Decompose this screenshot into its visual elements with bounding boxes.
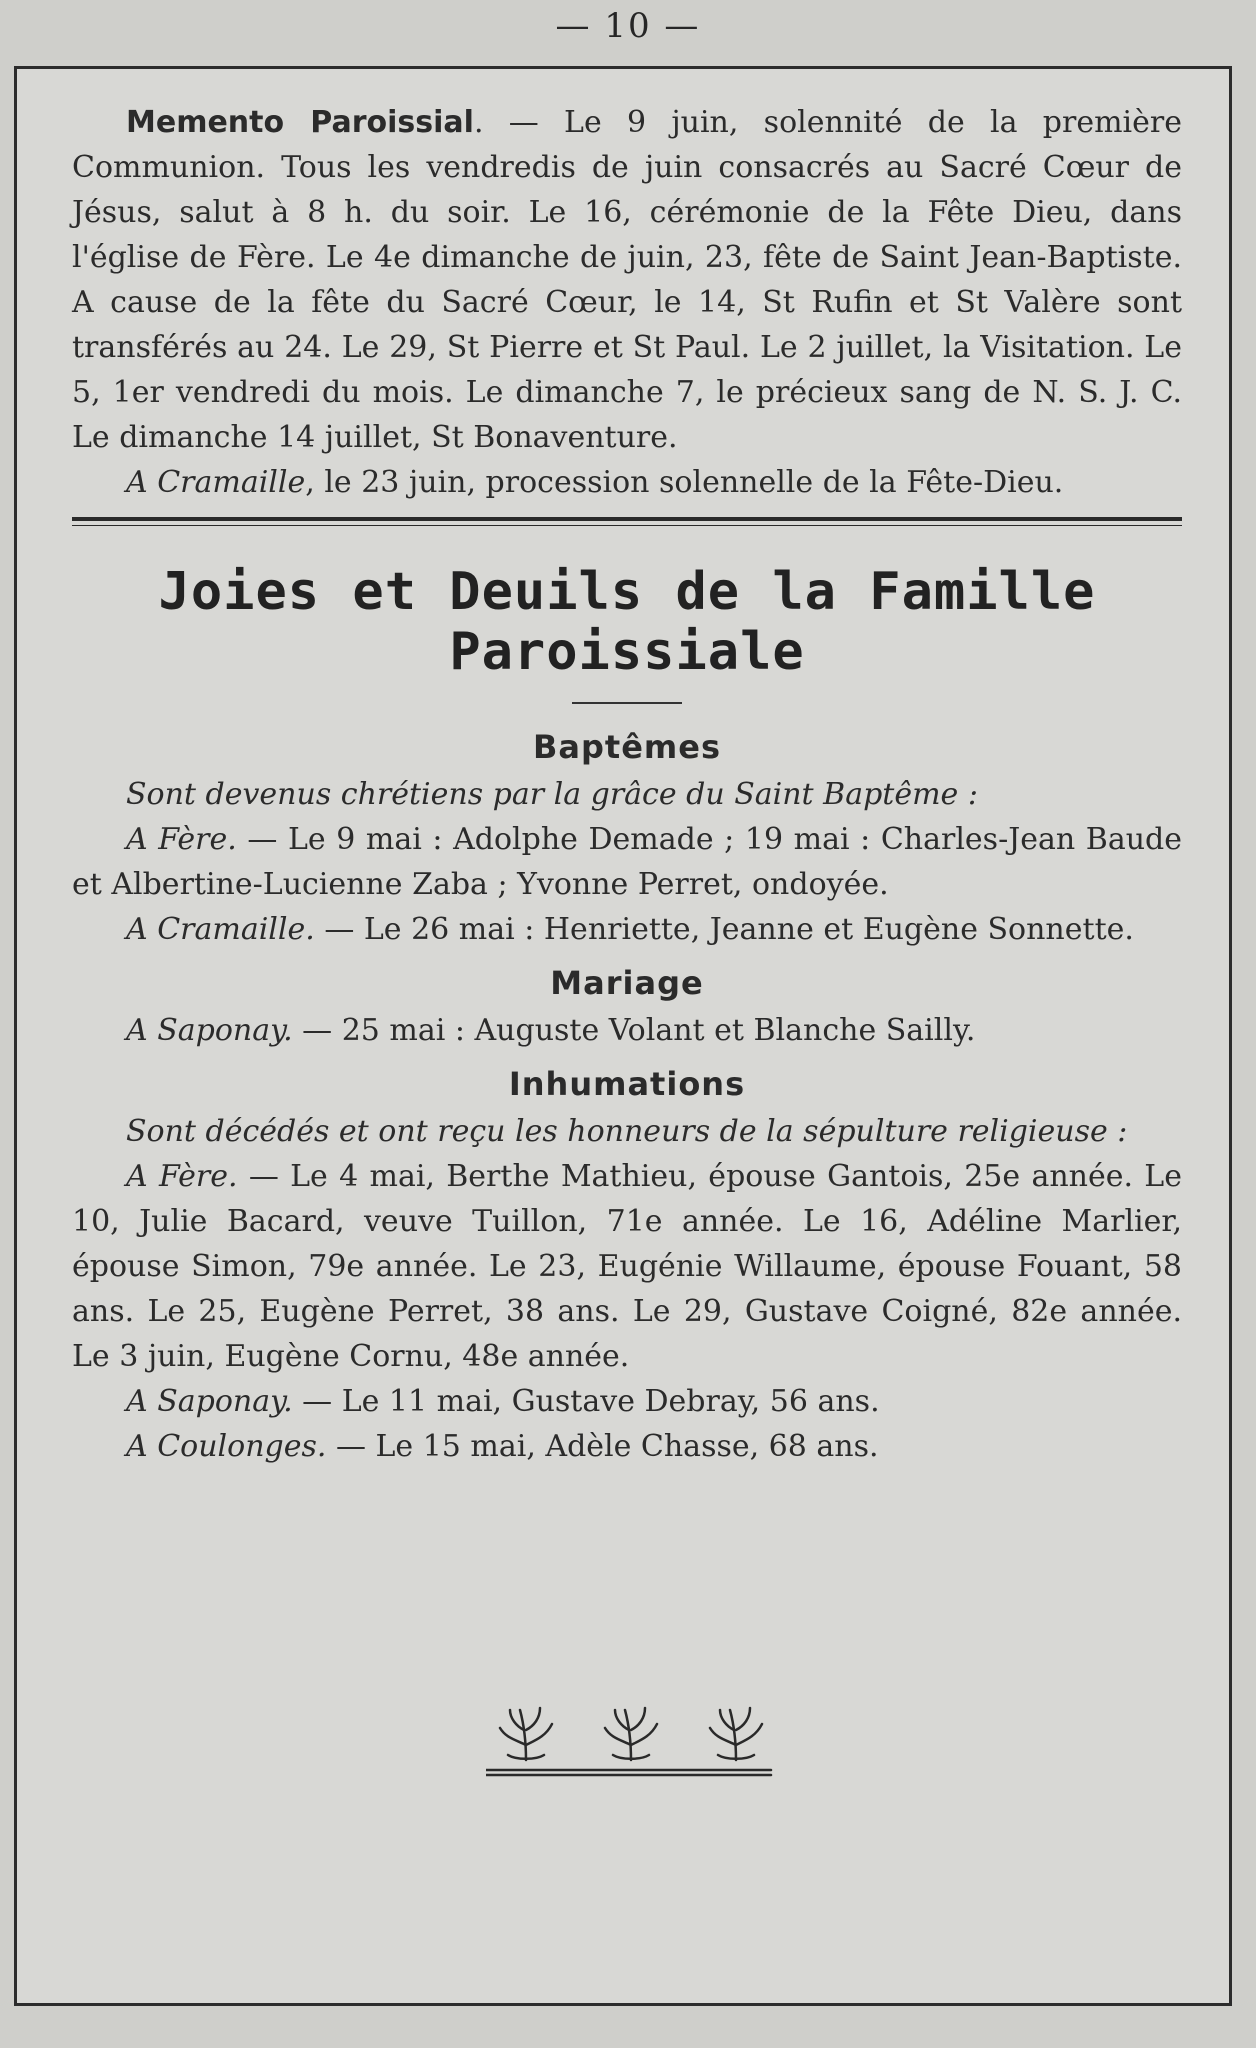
memento-cramaille-text: , le 23 juin, procession solennelle de la Fête-Dieu. — [305, 465, 1064, 500]
title-underline — [572, 702, 682, 704]
page-content — [72, 100, 1182, 1469]
page-number: — 10 — — [555, 6, 701, 46]
inhumation-entry — [72, 1154, 1182, 1379]
mariage-entry — [72, 1008, 1182, 1053]
bapteme-entry — [72, 817, 1182, 907]
inhumation-entry — [72, 1379, 1182, 1424]
bapteme-entry — [72, 907, 1182, 952]
memento-cramaille — [72, 460, 1182, 505]
entry-text: — Le 9 mai : Adolphe Demade ; 19 mai : Charles-Jean Baude et Albertine-Lucienne Zaba ; Yvonne Perret, ondoyée. — [72, 822, 1182, 902]
entry-text: — Le 11 mai, Gustave Debray, 56 ans. — [292, 1384, 880, 1419]
inhumations-intro: Sont décédés et ont reçu les honneurs de la sépulture religieuse : — [126, 1114, 1128, 1149]
mariage-heading: Mariage — [550, 964, 704, 1002]
entry-place: A Fère. — [126, 822, 237, 857]
memento-paragraph — [72, 100, 1182, 460]
entry-place: A Coulonges. — [126, 1429, 327, 1464]
entry-text: — Le 26 mai : Henriette, Jeanne et Eugène Sonnette. — [314, 912, 1134, 947]
entry-place: A Fère. — [126, 1159, 238, 1194]
entry-text: — 25 mai : Auguste Volant et Blanche Sailly. — [292, 1013, 976, 1048]
section-divider — [72, 517, 1182, 526]
memento-cramaille-place: A Cramaille — [126, 465, 306, 500]
section-title: Joies et Deuils de la Famille Paroissiale — [158, 562, 1096, 682]
entry-text: — Le 15 mai, Adèle Chasse, 68 ans. — [326, 1429, 879, 1464]
floral-ornament-icon — [486, 1700, 776, 1780]
memento-text: . — Le 9 juin, solennité de la première Communion. Tous les vendredis de juin consacrés au Sacré Cœur de Jésus, salut à 8 h. du soir. Le 16, cérémonie de la Fête Dieu, dans l'église de Fère. Le 4e dimanche de juin, 23, fête de Saint Jean-Baptiste. A cause de la fête du Sacré Cœur, le 14, St Rufin et St Valère sont transférés au 24. Le 29, St Pierre et St Paul. Le 2 juillet, la Visitation. Le 5, 1er vendredi du mois. Le dimanche 7, le précieux sang de N. S. J. C. Le dimanche 14 juillet, St Bonaventure. — [72, 105, 1182, 455]
inhumation-entry — [72, 1424, 1182, 1469]
entry-place: A Cramaille. — [126, 912, 315, 947]
baptemes-intro: Sont devenus chrétiens par la grâce du Saint Baptême : — [126, 777, 978, 812]
entry-place: A Saponay. — [126, 1384, 293, 1419]
baptemes-heading: Baptêmes — [533, 728, 721, 766]
entry-text: — Le 4 mai, Berthe Mathieu, épouse Gantois, 25e année. Le 10, Julie Bacard, veuve Tuillon, 71e année. Le 16, Adéline Marlier, épouse Simon, 79e année. Le 23, Eugénie Willaume, épouse Fouant, 58 ans. Le 25, Eugène Perret, 38 ans. Le 29, Gustave Coigné, 82e année. Le 3 juin, Eugène Cornu, 48e année. — [72, 1159, 1182, 1374]
entry-place: A Saponay. — [126, 1013, 293, 1048]
memento-label: Memento Paroissial — [126, 105, 474, 140]
inhumations-heading: Inhumations — [508, 1065, 746, 1103]
